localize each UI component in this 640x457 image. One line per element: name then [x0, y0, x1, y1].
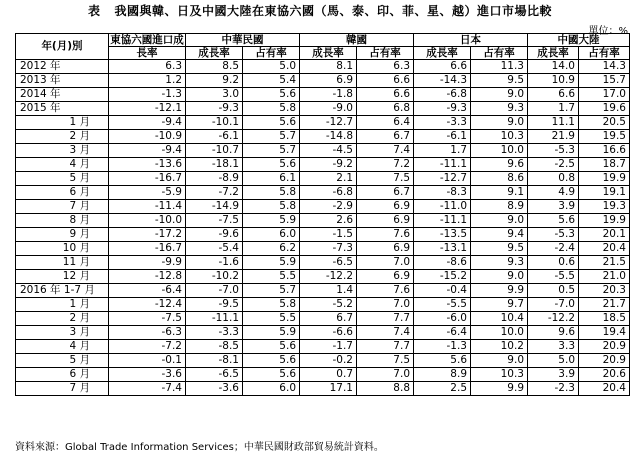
- table-cell: -7.5: [109, 312, 186, 326]
- table-cell: -6.5: [300, 256, 357, 270]
- table-cell: 9.3: [471, 256, 528, 270]
- taiwan-growth-header: 成長率: [186, 47, 243, 60]
- table-cell: 6.1: [243, 172, 300, 186]
- table-cell: 9.6: [528, 326, 579, 340]
- table-cell: 9.6: [471, 158, 528, 172]
- table-cell: 19.9: [579, 172, 630, 186]
- table-row: [16, 326, 630, 340]
- table-cell: -7.2: [109, 340, 186, 354]
- table-cell: 9.0: [471, 214, 528, 228]
- table-cell: 9.0: [471, 116, 528, 130]
- row-label: 5 月: [16, 354, 109, 368]
- taiwan-share-header: 占有率: [243, 47, 300, 60]
- table-cell: -5.2: [300, 298, 357, 312]
- row-label: 7 月: [16, 200, 109, 214]
- table-cell: 1.7: [528, 102, 579, 116]
- table-cell: 9.2: [186, 74, 243, 88]
- row-label: 3 月: [16, 144, 109, 158]
- table-cell: -5.4: [186, 242, 243, 256]
- table-cell: -6.1: [414, 130, 471, 144]
- table-cell: 0.7: [300, 368, 357, 382]
- table-cell: 19.3: [579, 200, 630, 214]
- table-cell: 6.2: [243, 242, 300, 256]
- table-title-text: 我國與韓、日及中國大陸在東協六國（馬、泰、印、菲、星、越）進口市場比較: [114, 4, 553, 18]
- table-cell: 5.6: [243, 340, 300, 354]
- table-cell: 21.0: [579, 270, 630, 284]
- table-cell: 5.0: [243, 60, 300, 74]
- table-cell: 7.6: [357, 228, 414, 242]
- table-cell: 18.7: [579, 158, 630, 172]
- table-cell: 8.9: [471, 200, 528, 214]
- table-cell: 5.8: [243, 200, 300, 214]
- table-cell: -10.1: [186, 116, 243, 130]
- table-cell: -10.0: [109, 214, 186, 228]
- row-label: 12 月: [16, 270, 109, 284]
- table-cell: 6.6: [357, 88, 414, 102]
- taiwan-header: 中華民國: [186, 34, 300, 47]
- table-cell: -1.3: [414, 340, 471, 354]
- table-title: [0, 2, 640, 19]
- table-cell: 5.5: [243, 312, 300, 326]
- table-row: [16, 312, 630, 326]
- table-cell: -11.0: [414, 200, 471, 214]
- table-cell: -6.5: [186, 368, 243, 382]
- table-cell: 9.4: [471, 228, 528, 242]
- japan-header: 日本: [414, 34, 528, 47]
- table-cell: 9.5: [471, 74, 528, 88]
- table-cell: -10.2: [186, 270, 243, 284]
- table-cell: -15.2: [414, 270, 471, 284]
- table-cell: 10.0: [471, 144, 528, 158]
- table-row: [16, 102, 630, 116]
- table-body: [16, 60, 630, 396]
- table-cell: -18.1: [186, 158, 243, 172]
- table-cell: 5.4: [243, 74, 300, 88]
- table-cell: -6.6: [300, 326, 357, 340]
- table-cell: 20.1: [579, 228, 630, 242]
- table-cell: 20.5: [579, 116, 630, 130]
- table-cell: -7.2: [186, 186, 243, 200]
- table-cell: -7.4: [109, 382, 186, 396]
- table-cell: -9.5: [186, 298, 243, 312]
- table-cell: 3.3: [528, 340, 579, 354]
- table-cell: -1.5: [300, 228, 357, 242]
- table-cell: 7.0: [357, 298, 414, 312]
- table-cell: -3.6: [109, 368, 186, 382]
- table-cell: 20.9: [579, 354, 630, 368]
- table-cell: -12.2: [528, 312, 579, 326]
- table-cell: -8.3: [414, 186, 471, 200]
- table-cell: 14.3: [579, 60, 630, 74]
- table-cell: 8.1: [300, 60, 357, 74]
- row-label: 6 月: [16, 368, 109, 382]
- table-cell: -8.1: [186, 354, 243, 368]
- table-cell: -11.1: [414, 214, 471, 228]
- table-cell: 5.9: [243, 326, 300, 340]
- table-row: [16, 270, 630, 284]
- table-cell: -10.7: [186, 144, 243, 158]
- table-cell: -9.3: [186, 102, 243, 116]
- table-cell: 7.4: [357, 144, 414, 158]
- table-cell: 21.5: [579, 256, 630, 270]
- table-cell: -13.6: [109, 158, 186, 172]
- table-cell: 5.6: [243, 368, 300, 382]
- row-label: 8 月: [16, 214, 109, 228]
- table-row: [16, 284, 630, 298]
- row-label: 6 月: [16, 186, 109, 200]
- table-cell: -12.2: [300, 270, 357, 284]
- row-label: 3 月: [16, 326, 109, 340]
- row-label: 11 月: [16, 256, 109, 270]
- table-cell: -9.6: [186, 228, 243, 242]
- table-cell: -7.0: [186, 284, 243, 298]
- table-cell: 5.5: [243, 270, 300, 284]
- table-row: [16, 228, 630, 242]
- table-cell: 5.6: [414, 354, 471, 368]
- table-cell: -9.0: [300, 102, 357, 116]
- table-cell: 9.0: [471, 354, 528, 368]
- asean-growth-header-line2: 長率: [109, 47, 186, 60]
- table-cell: -8.6: [414, 256, 471, 270]
- table-cell: -5.5: [528, 270, 579, 284]
- china-header: 中國大陸: [528, 34, 630, 47]
- table-cell: -14.8: [300, 130, 357, 144]
- table-row: [16, 116, 630, 130]
- row-label: 1 月: [16, 298, 109, 312]
- table-cell: 10.2: [471, 340, 528, 354]
- japan-share-header: 占有率: [471, 47, 528, 60]
- table-cell: -2.3: [528, 382, 579, 396]
- row-label: 2014 年: [16, 88, 109, 102]
- table-cell: 5.6: [243, 88, 300, 102]
- table-cell: -11.4: [109, 200, 186, 214]
- table-cell: 6.0: [243, 382, 300, 396]
- table-row: [16, 60, 630, 74]
- table-row: [16, 354, 630, 368]
- table-cell: 5.6: [528, 214, 579, 228]
- table-cell: 11.1: [528, 116, 579, 130]
- row-label: 4 月: [16, 340, 109, 354]
- table-cell: -6.3: [109, 326, 186, 340]
- table-cell: -7.5: [186, 214, 243, 228]
- table-cell: 5.6: [243, 354, 300, 368]
- table-cell: -8.5: [186, 340, 243, 354]
- table-cell: 10.3: [471, 130, 528, 144]
- table-row: [16, 186, 630, 200]
- table-cell: -2.9: [300, 200, 357, 214]
- table-cell: -3.6: [186, 382, 243, 396]
- table-cell: -3.3: [414, 116, 471, 130]
- table-cell: 9.9: [471, 284, 528, 298]
- table-cell: 20.4: [579, 242, 630, 256]
- table-cell: -11.1: [186, 312, 243, 326]
- row-label: 2 月: [16, 312, 109, 326]
- row-label: 4 月: [16, 158, 109, 172]
- table-cell: 4.9: [528, 186, 579, 200]
- table-cell: 6.7: [300, 312, 357, 326]
- table-cell: 6.6: [357, 74, 414, 88]
- table-cell: 19.5: [579, 130, 630, 144]
- table-cell: -12.4: [109, 298, 186, 312]
- table-cell: -6.8: [300, 186, 357, 200]
- row-label: 1 月: [16, 116, 109, 130]
- table-cell: 6.8: [357, 102, 414, 116]
- table-cell: 0.8: [528, 172, 579, 186]
- table-cell: 20.9: [579, 340, 630, 354]
- table-cell: 19.9: [579, 214, 630, 228]
- table-cell: 5.0: [528, 354, 579, 368]
- table-cell: 8.8: [357, 382, 414, 396]
- table-cell: 0.5: [528, 284, 579, 298]
- table-cell: 6.9: [357, 270, 414, 284]
- table-cell: 1.4: [300, 284, 357, 298]
- table-cell: -1.6: [186, 256, 243, 270]
- table-cell: 10.0: [471, 326, 528, 340]
- header-row-2: [16, 47, 630, 60]
- table-cell: -6.8: [414, 88, 471, 102]
- table-cell: 7.2: [357, 158, 414, 172]
- table-cell: 10.4: [471, 312, 528, 326]
- table-row: [16, 256, 630, 270]
- table-cell: 7.7: [357, 312, 414, 326]
- table-cell: 11.3: [471, 60, 528, 74]
- table-cell: -6.4: [414, 326, 471, 340]
- table-cell: 7.0: [357, 256, 414, 270]
- table-cell: 5.7: [243, 144, 300, 158]
- table-row: [16, 88, 630, 102]
- table-cell: -10.9: [109, 130, 186, 144]
- table-cell: 21.7: [579, 298, 630, 312]
- table-row: [16, 158, 630, 172]
- table-cell: -17.2: [109, 228, 186, 242]
- row-label: 10 月: [16, 242, 109, 256]
- row-label: 2016 年 1-7 月: [16, 284, 109, 298]
- table-cell: 20.6: [579, 368, 630, 382]
- table-cell: -16.7: [109, 172, 186, 186]
- table-cell: -13.1: [414, 242, 471, 256]
- table-cell: 6.6: [528, 88, 579, 102]
- table-cell: 7.5: [357, 172, 414, 186]
- row-label: 9 月: [16, 228, 109, 242]
- table-row: [16, 200, 630, 214]
- table-cell: -12.1: [109, 102, 186, 116]
- table-cell: 2.1: [300, 172, 357, 186]
- table-cell: 8.9: [414, 368, 471, 382]
- table-cell: -12.7: [414, 172, 471, 186]
- table-cell: 17.0: [579, 88, 630, 102]
- table-cell: 7.0: [357, 368, 414, 382]
- table-cell: 9.3: [471, 102, 528, 116]
- table-cell: -7.0: [528, 298, 579, 312]
- korea-share-header: 占有率: [357, 47, 414, 60]
- table-cell: 6.9: [357, 214, 414, 228]
- table-cell: 6.0: [243, 228, 300, 242]
- table-cell: -12.7: [300, 116, 357, 130]
- table-cell: -9.4: [109, 144, 186, 158]
- table-cell: 5.8: [243, 186, 300, 200]
- table-cell: 15.7: [579, 74, 630, 88]
- header-row-1: [16, 34, 630, 47]
- row-label-header: 年(月)別: [16, 34, 109, 60]
- table-cell: 17.1: [300, 382, 357, 396]
- table-cell: -16.7: [109, 242, 186, 256]
- table-cell: 5.9: [243, 214, 300, 228]
- table-cell: 5.6: [243, 116, 300, 130]
- table-cell: 9.0: [471, 88, 528, 102]
- table-cell: 6.9: [300, 74, 357, 88]
- table-cell: 6.4: [357, 116, 414, 130]
- table-cell: -6.4: [109, 284, 186, 298]
- table-cell: -11.1: [414, 158, 471, 172]
- table-cell: -4.5: [300, 144, 357, 158]
- table-cell: 6.9: [357, 200, 414, 214]
- table-cell: -9.3: [414, 102, 471, 116]
- table-cell: 3.9: [528, 368, 579, 382]
- row-label: 7 月: [16, 382, 109, 396]
- import-market-table: [15, 33, 630, 396]
- table-row: [16, 144, 630, 158]
- table-cell: 5.8: [243, 298, 300, 312]
- table-cell: -1.8: [300, 88, 357, 102]
- table-row: [16, 298, 630, 312]
- table-cell: 19.6: [579, 102, 630, 116]
- korea-growth-header: 成長率: [300, 47, 357, 60]
- table-cell: 6.3: [357, 60, 414, 74]
- table-cell: -9.2: [300, 158, 357, 172]
- table-cell: -14.9: [186, 200, 243, 214]
- table-cell: -14.3: [414, 74, 471, 88]
- table-cell: -0.2: [300, 354, 357, 368]
- china-growth-header: 成長率: [528, 47, 579, 60]
- row-label: 2012 年: [16, 60, 109, 74]
- table-cell: -0.4: [414, 284, 471, 298]
- japan-growth-header: 成長率: [414, 47, 471, 60]
- table-cell: 5.8: [243, 102, 300, 116]
- table-row: [16, 214, 630, 228]
- table-cell: 6.7: [357, 186, 414, 200]
- table-cell: -5.3: [528, 228, 579, 242]
- table-cell: 1.2: [109, 74, 186, 88]
- table-cell: 2.6: [300, 214, 357, 228]
- table-cell: 7.5: [357, 354, 414, 368]
- unit-note: 單位：%: [588, 26, 628, 37]
- asean-growth-header-line1: 東協六國進口成: [110, 33, 184, 46]
- table-cell: 5.9: [243, 256, 300, 270]
- table-cell: 9.0: [471, 270, 528, 284]
- table-cell: 20.3: [579, 284, 630, 298]
- table-row: [16, 340, 630, 354]
- table-row: [16, 74, 630, 88]
- table-cell: 5.7: [243, 130, 300, 144]
- table-cell: 20.4: [579, 382, 630, 396]
- table-cell: 6.6: [414, 60, 471, 74]
- table-cell: -7.3: [300, 242, 357, 256]
- table-cell: 5.7: [243, 284, 300, 298]
- table-cell: 9.7: [471, 298, 528, 312]
- table-cell: 6.3: [109, 60, 186, 74]
- table-cell: 8.5: [186, 60, 243, 74]
- table-cell: 3.0: [186, 88, 243, 102]
- table-cell: 10.9: [528, 74, 579, 88]
- table-cell: 9.5: [471, 242, 528, 256]
- table-cell: -2.5: [528, 158, 579, 172]
- table-cell: -5.5: [414, 298, 471, 312]
- table-cell: 21.9: [528, 130, 579, 144]
- table-cell: 14.0: [528, 60, 579, 74]
- table-cell: 18.5: [579, 312, 630, 326]
- table-cell: -5.3: [528, 144, 579, 158]
- table-cell: -6.1: [186, 130, 243, 144]
- table-cell: -6.0: [414, 312, 471, 326]
- table-cell: 3.9: [528, 200, 579, 214]
- table-cell: 8.6: [471, 172, 528, 186]
- table-row: [16, 130, 630, 144]
- table-cell: -0.1: [109, 354, 186, 368]
- table-cell: 6.7: [357, 130, 414, 144]
- table-cell: -12.8: [109, 270, 186, 284]
- table-cell: 5.6: [243, 158, 300, 172]
- table-cell: 10.3: [471, 368, 528, 382]
- table-cell: 6.9: [357, 242, 414, 256]
- table-cell: -1.7: [300, 340, 357, 354]
- table-cell: -13.5: [414, 228, 471, 242]
- table-row: [16, 382, 630, 396]
- row-label: 2015 年: [16, 102, 109, 116]
- table-cell: -1.3: [109, 88, 186, 102]
- table-row: [16, 172, 630, 186]
- table-cell: 2.5: [414, 382, 471, 396]
- row-label: 5 月: [16, 172, 109, 186]
- table-cell: 16.6: [579, 144, 630, 158]
- table-row: [16, 368, 630, 382]
- row-label: 2013 年: [16, 74, 109, 88]
- table-cell: 0.6: [528, 256, 579, 270]
- table-cell: 7.6: [357, 284, 414, 298]
- source-note: 資料來源：Global Trade Information Services；中華民國財政部貿易統計資料。: [15, 442, 384, 453]
- china-share-header: 占有率: [579, 47, 630, 60]
- table-cell: 9.9: [471, 382, 528, 396]
- table-cell: 1.7: [414, 144, 471, 158]
- row-label: 2 月: [16, 130, 109, 144]
- table-cell: 9.1: [471, 186, 528, 200]
- table-title-label: 表: [87, 4, 101, 18]
- table-cell: -8.9: [186, 172, 243, 186]
- table-cell: -9.4: [109, 116, 186, 130]
- korea-header: 韓國: [300, 34, 414, 47]
- table-cell: -9.9: [109, 256, 186, 270]
- table-row: [16, 242, 630, 256]
- table-cell: 19.4: [579, 326, 630, 340]
- table-cell: -5.9: [109, 186, 186, 200]
- table-cell: 7.4: [357, 326, 414, 340]
- table-cell: -3.3: [186, 326, 243, 340]
- table-cell: 19.1: [579, 186, 630, 200]
- table-cell: 7.7: [357, 340, 414, 354]
- table-cell: -2.4: [528, 242, 579, 256]
